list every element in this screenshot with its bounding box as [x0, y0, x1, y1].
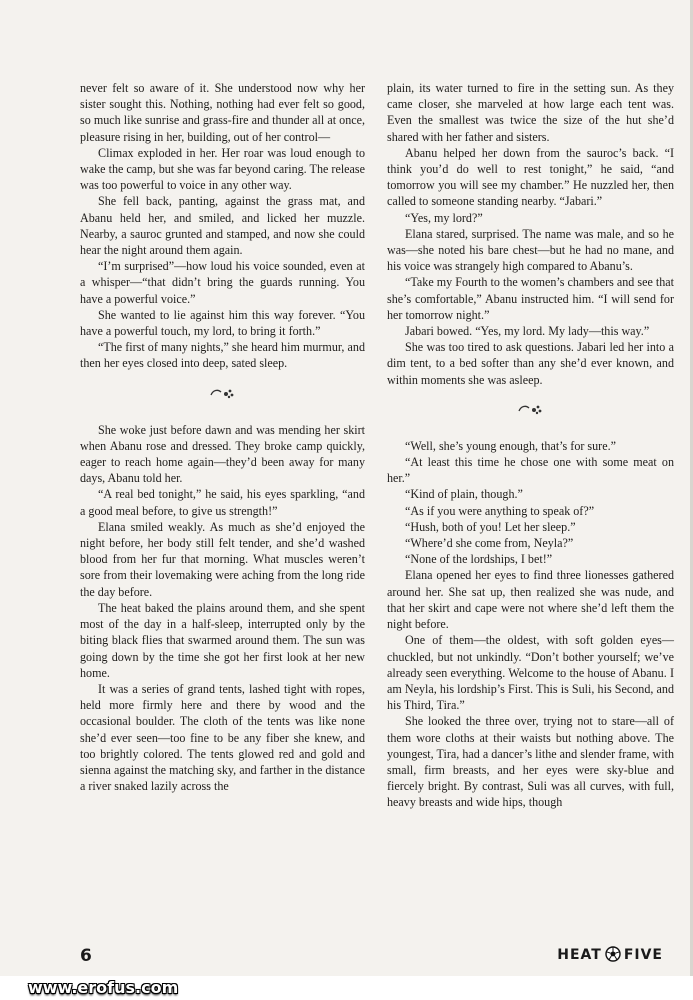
paragraph: She wanted to lie against him this way forever. “You have a powerful touch, my lord, to bring it forth.”	[80, 307, 365, 339]
paragraph: “Well, she’s young enough, that’s for sure.”	[405, 438, 616, 453]
paragraph: “I’m surprised”—how loud his voice sounded, even at a whisper—“that didn’t bring the guards running. You have a powerful voice.”	[80, 259, 365, 306]
paragraph: “A real bed tonight,” he said, his eyes sparkling, “and a good meal before, to give us strength!”	[80, 487, 365, 518]
left-column	[80, 80, 365, 794]
section-break-ornament	[387, 402, 674, 420]
paw-ornament-icon	[517, 402, 545, 416]
paragraph: “None of the lordships, I bet!”	[405, 552, 553, 567]
watermark-text: www.erofus.com	[28, 978, 179, 997]
paragraph: “Yes, my lord?”	[405, 210, 483, 225]
paragraph: “At least this time he chose one with some meat on her.”	[387, 455, 674, 486]
paragraph: She looked the three over, trying not to stare—all of them wore cloths at their waists but nothing above. The youngest, Tira, had a dancer’s lithe and slender frame, with small, firm breasts, and her eyes were sky-blue and fiercely bright. By contrast, Suli was all curves, with full, heavy breasts and wide hips, though	[387, 714, 674, 810]
paw-ornament-icon	[209, 386, 237, 400]
paragraph: “As if you were anything to speak of?”	[405, 503, 595, 518]
paragraph: Jabari bowed. “Yes, my lord. My lady—this way.”	[405, 324, 650, 339]
paragraph: It was a series of grand tents, lashed tight with ropes, held more firmly here and there by wood and the occasional boulder. The cloth of the tents was like none she’d ever seen—too fine to be any fiber she knew, and too brightly colored. The tents glowed red and gold and sienna against the matching sky, and farther in the distance a river snaked lazily across the	[80, 681, 365, 794]
running-head	[557, 946, 663, 966]
paragraph: She woke just before dawn and was mending her skirt when Abanu rose and dressed. They broke camp quickly, eager to reach home again—they’d been away for many days, Abanu told her.	[80, 422, 365, 486]
right-column	[387, 80, 674, 811]
page-number: 6	[80, 946, 92, 966]
paragraph: Elana smiled weakly. As much as she’d enjoyed the night before, her body still felt tender, and she’d washed blood from her fur that morning. What muscles weren’t sore from their lovemaking were aching from the long ride the day before.	[80, 519, 365, 599]
running-head-left: HEAT	[557, 947, 602, 963]
soccer-ball-icon	[605, 946, 621, 966]
running-head-right: FIVE	[623, 947, 663, 963]
paragraph: “Hush, both of you! Let her sleep.”	[405, 519, 576, 534]
paragraph: One of them—the oldest, with soft golden eyes—chuckled, but not unkindly. “Don’t bother yourself; we’ve already seen everything. Welcome to the house of Abanu. I am Neyla, his lordship’s First. This is Suli, his Second, and his Third, Tira.”	[387, 633, 674, 713]
paragraph: Elana stared, surprised. The name was male, and so he was—she noted his bare chest—but he had no mane, and his voice was strangely high compared to Abanu’s.	[387, 226, 674, 274]
paragraph: Elana opened her eyes to find three lionesses gathered around her. She sat up, then realized she was nude, and that her skirt and cape were not where she’d left them the night before.	[387, 568, 674, 632]
paragraph: “Where’d she come from, Neyla?”	[405, 536, 574, 551]
paragraph: She was too tired to ask questions. Jabari led her into a dim tent, to a bed softer than any she’d ever known, and within moments she was asleep.	[387, 340, 674, 387]
paragraph: plain, its water turned to fire in the setting sun. As they came closer, she marveled at how large each tent was. Even the smallest was twice the size of the hut she’d shared with her father and sisters.	[387, 81, 674, 144]
paragraph: “Take my Fourth to the women’s chambers and see that she’s comfortable,” Abanu instructed him. “I will send for her tomorrow night.”	[387, 275, 674, 322]
paragraph: Abanu helped her down from the sauroc’s back. “I think you’d do well to rest tonight,” he said, “and tomorrow you will see my chamber.” He nuzzled her, then called to someone standing nearby. “Jabari.”	[387, 145, 674, 209]
watermark-bar	[0, 976, 693, 1000]
paragraph: Climax exploded in her. Her roar was loud enough to wake the camp, but she was far beyond caring. The release was too powerful to voice in any other way.	[80, 145, 365, 193]
paragraph: The heat baked the plains around them, and she spent most of the day in a half-sleep, interrupted only by the biting black flies that swarmed around them. The sun was going down by the time she got her first look at her new home.	[80, 600, 365, 680]
paragraph: She fell back, panting, against the grass mat, and Abanu held her, and smiled, and licked her muzzle. Nearby, a sauroc grunted and stamped, and now she could hear the night around them again.	[80, 194, 365, 258]
paragraph: never felt so aware of it. She understood now why her sister sought this. Nothing, nothing had ever felt so good, so much like sunrise and grass-fire and thunder all at once, pleasure rising in her, building, out of her control—	[80, 81, 365, 144]
paragraph: “Kind of plain, though.”	[405, 487, 523, 502]
section-break-ornament	[80, 386, 365, 404]
paragraph: “The first of many nights,” she heard him murmur, and then her eyes closed into deep, sated sleep.	[80, 340, 365, 371]
